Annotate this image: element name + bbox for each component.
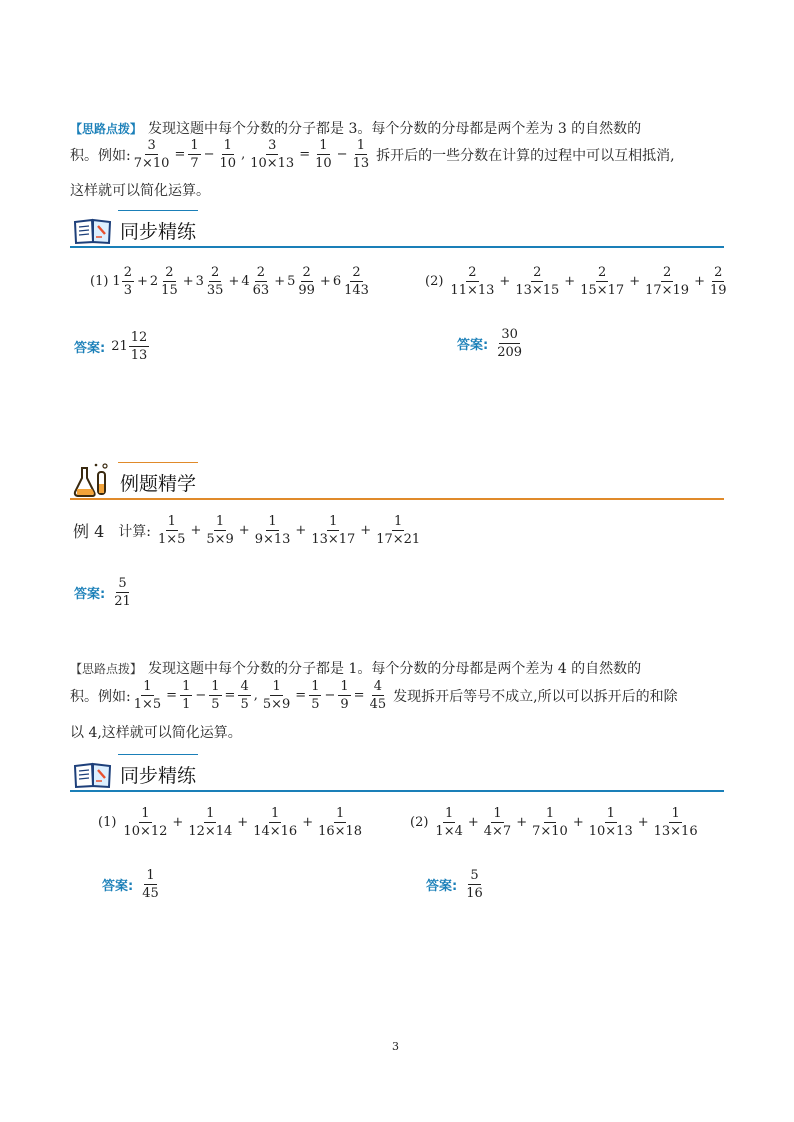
numerator: 1 xyxy=(340,679,349,694)
problem-1 xyxy=(90,265,372,298)
tip-text: 积。例如: xyxy=(70,688,131,705)
term xyxy=(447,265,497,298)
fraction xyxy=(309,679,321,712)
numerator: 1 xyxy=(671,806,680,821)
fraction xyxy=(261,679,292,712)
numerator: 1 xyxy=(141,806,150,821)
numerator: 1 xyxy=(182,679,191,694)
term xyxy=(315,806,365,839)
plus-sign: + xyxy=(228,274,240,289)
fraction xyxy=(121,806,169,839)
numerator: 2 xyxy=(256,265,266,280)
fraction xyxy=(156,514,187,547)
term xyxy=(432,806,465,839)
fraction xyxy=(374,514,422,547)
term xyxy=(481,806,514,839)
section-header-practice-2 xyxy=(70,752,724,792)
denominator: 1×4 xyxy=(435,824,463,839)
plus-sign: + xyxy=(237,815,249,830)
fraction xyxy=(186,806,234,839)
denominator: 45 xyxy=(369,697,387,712)
term xyxy=(373,514,423,547)
fraction xyxy=(122,265,134,298)
fraction xyxy=(351,138,372,171)
page-number: 3 xyxy=(392,1040,399,1053)
term xyxy=(577,265,627,298)
fraction xyxy=(253,514,293,547)
tip-label: 【思路点拨】 xyxy=(70,661,143,676)
denominator: 19 xyxy=(709,283,727,298)
denominator: 13×15 xyxy=(515,283,560,298)
tip2-line2 xyxy=(70,679,678,712)
fraction xyxy=(132,138,172,171)
fraction xyxy=(578,265,626,298)
equals-sign: = xyxy=(299,147,311,162)
fraction xyxy=(205,265,226,298)
fraction xyxy=(342,265,371,298)
answer-fraction xyxy=(495,327,524,360)
plus-sign: + xyxy=(136,274,148,289)
numerator: 1 xyxy=(190,138,199,153)
term xyxy=(196,265,227,298)
denominator: 16×18 xyxy=(318,824,363,839)
numerator: 1 xyxy=(268,514,277,529)
term xyxy=(120,806,170,839)
answer-fraction xyxy=(140,868,161,901)
fraction xyxy=(448,265,496,298)
fraction xyxy=(238,679,250,712)
fraction xyxy=(482,806,513,839)
numerator: 1 xyxy=(545,806,555,821)
denominator: 35 xyxy=(206,283,224,298)
tip1-line1 xyxy=(70,118,641,138)
plus-sign: + xyxy=(319,274,331,289)
denominator: 17×19 xyxy=(645,283,690,298)
plus-sign: + xyxy=(564,274,576,289)
denominator: 99 xyxy=(298,283,315,298)
numerator: 2 xyxy=(352,265,361,280)
open-book-icon xyxy=(72,758,114,790)
example-prompt: 计算: xyxy=(118,523,151,540)
term xyxy=(529,806,571,839)
whole-part: 3 xyxy=(195,274,204,289)
term xyxy=(333,265,372,298)
numerator: 3 xyxy=(268,138,277,153)
term xyxy=(308,514,358,547)
section-header-examples xyxy=(70,460,724,500)
answer-3 xyxy=(102,868,162,901)
whole-part: 5 xyxy=(287,274,296,289)
plus-sign: + xyxy=(238,523,250,538)
fraction xyxy=(180,679,192,712)
denominator: 7×10 xyxy=(133,156,170,171)
numerator: 2 xyxy=(598,265,607,280)
answer-label: 答案: xyxy=(74,587,106,602)
denominator: 5 xyxy=(240,697,249,712)
term xyxy=(642,265,692,298)
term xyxy=(250,806,300,839)
problem-label: (2) xyxy=(410,815,429,830)
denominator: 5×9 xyxy=(206,532,234,547)
section-title: 同步精练 xyxy=(120,221,197,243)
fraction xyxy=(587,806,635,839)
fraction xyxy=(313,138,334,171)
numerator: 2 xyxy=(468,265,477,280)
header-accent-line xyxy=(118,210,198,211)
denominator: 12×14 xyxy=(188,824,233,839)
answer-fraction xyxy=(112,576,133,609)
section-rule xyxy=(70,246,724,248)
tip-text: 发现这题中每个分数的分子都是 1。每个分数的分母都是两个差为 4 的自然数的 xyxy=(148,661,642,677)
term xyxy=(150,265,181,298)
fraction xyxy=(652,806,700,839)
numerator: 3 xyxy=(147,138,156,153)
numerator: 1 xyxy=(394,514,403,529)
plus-sign: + xyxy=(499,274,511,289)
flask-icon xyxy=(72,462,114,498)
whole-part: 4 xyxy=(241,274,250,289)
answer-label: 答案: xyxy=(102,879,134,894)
denominator: 5 xyxy=(211,697,220,712)
numerator: 30 xyxy=(501,327,518,342)
problem-label: (1) xyxy=(98,815,117,830)
plus-sign: + xyxy=(182,274,194,289)
example-4 xyxy=(73,514,423,547)
answer-2 xyxy=(457,327,525,360)
term xyxy=(112,265,135,298)
tip-text: 拆开后的一些分数在计算的过程中可以互相抵消, xyxy=(376,147,675,164)
term xyxy=(287,265,318,298)
header-accent-line xyxy=(118,462,198,463)
denominator: 10 xyxy=(219,156,237,171)
numerator: 1 xyxy=(335,806,345,821)
denominator: 4×7 xyxy=(483,824,512,839)
section-rule xyxy=(70,498,724,500)
fraction xyxy=(296,265,317,298)
answer-fraction xyxy=(129,330,150,363)
whole-part: 1 xyxy=(112,274,121,289)
answer-label: 答案: xyxy=(457,338,489,353)
plus-sign: + xyxy=(302,815,314,830)
tip-text: 这样就可以简化运算。 xyxy=(70,183,210,199)
numerator: 2 xyxy=(165,265,174,280)
denominator: 3 xyxy=(123,283,132,298)
fraction xyxy=(368,679,389,712)
header-accent-line xyxy=(118,754,198,755)
denominator: 10×13 xyxy=(250,156,295,171)
equals-sign: = xyxy=(295,688,307,703)
term xyxy=(651,806,701,839)
numerator: 1 xyxy=(319,138,328,153)
plus-sign: + xyxy=(360,523,372,538)
tip-text: 积。例如: xyxy=(70,147,131,164)
tip2-line1 xyxy=(70,658,641,678)
numerator: 1 xyxy=(215,514,225,529)
denominator: 1 xyxy=(182,697,191,712)
denominator: 143 xyxy=(344,283,369,298)
term xyxy=(586,806,636,839)
term xyxy=(241,265,272,298)
plus-sign: + xyxy=(516,815,528,830)
denominator: 15 xyxy=(161,283,178,298)
plus-sign: + xyxy=(467,815,479,830)
tip1-line2 xyxy=(70,138,675,171)
numerator: 1 xyxy=(211,679,220,694)
fraction xyxy=(218,138,239,171)
fraction xyxy=(309,514,357,547)
numerator: 1 xyxy=(271,806,280,821)
denominator: 1×5 xyxy=(158,532,186,547)
tip-text: 以 4,这样就可以简化运算。 xyxy=(70,725,242,741)
fraction xyxy=(433,806,464,839)
numerator: 1 xyxy=(356,138,365,153)
term xyxy=(707,265,730,298)
fraction xyxy=(159,265,180,298)
numerator: 2 xyxy=(714,265,723,280)
numerator: 1 xyxy=(329,514,338,529)
problem-2 xyxy=(425,265,730,298)
tip1-line3 xyxy=(70,180,210,200)
tip-label: 【思路点拨】 xyxy=(70,121,143,136)
numerator: 5 xyxy=(118,576,127,591)
denominator: 10×13 xyxy=(588,824,633,839)
denominator: 5×9 xyxy=(262,697,291,712)
fraction xyxy=(251,265,272,298)
fraction xyxy=(132,679,163,712)
denominator: 45 xyxy=(142,886,159,901)
plus-sign: + xyxy=(172,815,184,830)
example-label: 例 4 xyxy=(73,522,105,541)
denominator: 209 xyxy=(497,345,523,360)
denominator: 11×13 xyxy=(450,283,495,298)
denominator: 9×13 xyxy=(254,532,291,547)
numerator: 1 xyxy=(606,806,615,821)
problem-3 xyxy=(98,806,365,839)
denominator: 7×10 xyxy=(532,824,568,839)
denominator: 16 xyxy=(466,886,483,901)
fraction xyxy=(316,806,364,839)
fraction xyxy=(248,138,296,171)
tip2-line3 xyxy=(70,722,242,742)
fraction xyxy=(204,514,235,547)
numerator: 1 xyxy=(272,679,281,694)
numerator: 2 xyxy=(533,265,542,280)
denominator: 13 xyxy=(130,348,148,363)
fraction xyxy=(643,265,691,298)
denominator: 14×16 xyxy=(253,824,298,839)
numerator: 1 xyxy=(143,679,152,694)
whole-part: 2 xyxy=(149,274,159,289)
numerator: 1 xyxy=(146,868,155,883)
term xyxy=(512,265,562,298)
section-rule xyxy=(70,790,724,792)
example-4-answer xyxy=(74,576,134,609)
numerator: 1 xyxy=(311,679,320,694)
answer-4 xyxy=(426,868,486,901)
fraction xyxy=(530,806,570,839)
plus-sign: + xyxy=(629,274,641,289)
fraction xyxy=(209,679,221,712)
plus-sign: + xyxy=(274,274,286,289)
term xyxy=(203,514,236,547)
numerator: 4 xyxy=(240,679,249,694)
comma: , xyxy=(253,688,258,703)
denominator: 10×12 xyxy=(123,824,168,839)
denominator: 7 xyxy=(190,156,199,171)
numerator: 1 xyxy=(493,806,502,821)
minus-sign: − xyxy=(336,147,348,162)
fraction xyxy=(708,265,729,298)
denominator: 9 xyxy=(340,697,349,712)
numerator: 1 xyxy=(445,806,454,821)
numerator: 2 xyxy=(211,265,220,280)
denominator: 5 xyxy=(311,697,320,712)
numerator: 12 xyxy=(130,330,148,345)
answer-whole: 21 xyxy=(111,339,128,354)
problem-4 xyxy=(410,806,701,839)
plus-sign: + xyxy=(694,274,705,289)
problem-label: (2) xyxy=(425,274,444,289)
comma: , xyxy=(241,147,246,162)
tip-text: 发现拆开后等号不成立,所以可以拆开后的和除 xyxy=(393,688,678,705)
denominator: 15×17 xyxy=(580,283,625,298)
minus-sign: − xyxy=(203,147,215,162)
equals-sign: = xyxy=(166,688,178,703)
minus-sign: − xyxy=(324,688,336,703)
denominator: 17×21 xyxy=(376,532,421,547)
plus-sign: + xyxy=(190,523,202,538)
tip-text: 发现这题中每个分数的分子都是 3。每个分数的分母都是两个差为 3 的自然数的 xyxy=(148,121,642,137)
numerator: 2 xyxy=(123,265,132,280)
term xyxy=(252,514,294,547)
open-book-icon xyxy=(72,214,114,246)
section-title: 例题精学 xyxy=(120,473,197,495)
equals-sign: = xyxy=(353,688,365,703)
equals-sign: = xyxy=(174,147,186,162)
answer-label: 答案: xyxy=(426,879,458,894)
answer-fraction xyxy=(464,868,485,901)
whole-part: 6 xyxy=(332,274,342,289)
term xyxy=(185,806,235,839)
fraction xyxy=(251,806,299,839)
equals-sign: = xyxy=(224,688,236,703)
denominator: 21 xyxy=(114,594,131,609)
term xyxy=(155,514,188,547)
problem-label: (1) xyxy=(90,274,109,289)
denominator: 63 xyxy=(252,283,270,298)
fraction xyxy=(188,138,200,171)
denominator: 13×17 xyxy=(311,532,356,547)
answer-1 xyxy=(74,330,150,363)
denominator: 13×16 xyxy=(653,824,698,839)
plus-sign: + xyxy=(295,523,307,538)
answer-label: 答案: xyxy=(74,341,106,356)
fraction xyxy=(338,679,350,712)
numerator: 2 xyxy=(662,265,672,280)
numerator: 5 xyxy=(470,868,479,883)
numerator: 2 xyxy=(302,265,311,280)
denominator: 10 xyxy=(315,156,332,171)
plus-sign: + xyxy=(572,815,584,830)
section-header-practice xyxy=(70,208,724,248)
minus-sign: − xyxy=(195,688,207,703)
denominator: 13 xyxy=(352,156,370,171)
plus-sign: + xyxy=(637,815,649,830)
denominator: 1×5 xyxy=(133,697,162,712)
fraction xyxy=(513,265,561,298)
numerator: 1 xyxy=(223,138,232,153)
numerator: 1 xyxy=(167,514,176,529)
section-title: 同步精练 xyxy=(120,765,197,787)
numerator: 4 xyxy=(373,679,382,694)
numerator: 1 xyxy=(206,806,215,821)
